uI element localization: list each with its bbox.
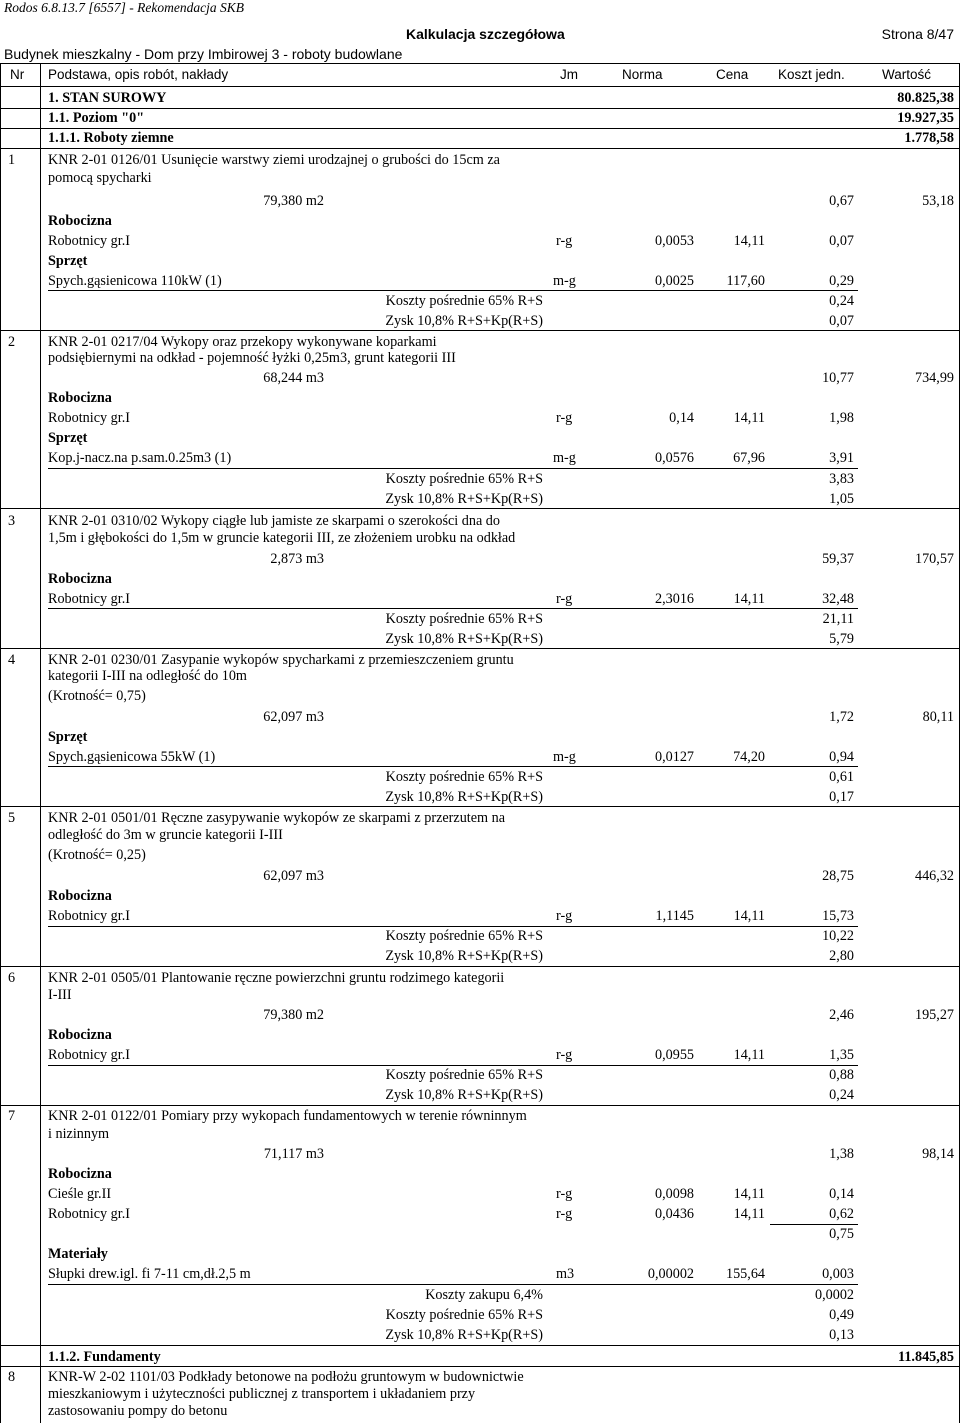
robocizna-label: Robocizna [48,571,112,587]
document-title: Kalkulacja szczegółowa [406,26,565,42]
col-jm: Jm [560,67,578,82]
resource-cena: 155,64 [725,1266,765,1282]
section-fundamenty-value: 11.845,85 [898,1349,954,1365]
resource-name: Robotnicy gr.I [48,233,130,249]
resource-unit: r-g [556,1206,573,1222]
col-cena: Cena [716,67,749,82]
resource-koszt: 0,29 [829,273,854,289]
page-number: Strona 8/47 [881,26,954,42]
item-quantity: 62,097 m3 [263,709,324,725]
resource-norma: 0,0127 [654,749,694,765]
divider [48,608,858,609]
section-stan-surowy: 1. STAN SUROWY [48,90,167,106]
divider [0,128,960,129]
robocizna-label: Robocizna [48,1027,112,1043]
grid-left [0,63,1,1423]
koszty-posrednie-value: 3,83 [829,471,854,487]
resource-name: Robotnicy gr.I [48,410,130,426]
robocizna-label: Robocizna [48,888,112,904]
divider [48,926,858,927]
item-unit-cost: 28,75 [822,868,854,884]
header-bottom-line [0,86,960,87]
item-desc: KNR-W 2-02 1101/03 Podkłady betonowe na podłożu gruntowym w budownictwie [48,1369,524,1385]
robocizna-sum: 0,75 [829,1226,854,1242]
resource-koszt: 15,73 [822,908,854,924]
item-nr: 3 [8,513,16,529]
koszty-posrednie-label: Koszty pośrednie 65% R+S [385,928,543,944]
item-desc: KNR 2-01 0505/01 Plantowanie ręczne powierzchni gruntu rodzimego kategorii [48,970,505,986]
resource-unit: m-g [553,450,576,466]
section-poziom-0: 1.1. Poziom "0" [48,110,145,126]
zysk-label: Zysk 10,8% R+S+Kp(R+S) [385,789,543,805]
item-unit-cost: 0,67 [829,193,854,209]
resource-koszt: 1,98 [829,410,854,426]
item-value: 446,32 [914,868,954,884]
resource-cena: 117,60 [726,273,765,289]
resource-name: Spych.gąsienicowa 110kW (1) [48,273,222,289]
item-desc: pomocą spycharki [48,170,152,186]
resource-norma: 0,0576 [654,450,694,466]
zysk-value: 2,80 [829,948,854,964]
resource-name: Słupki drew.igl. fi 7-11 cm,dł.2,5 m [48,1266,251,1282]
resource-cena: 74,20 [733,749,765,765]
resource-name: Robotnicy gr.I [48,1047,130,1063]
robocizna-label: Robocizna [48,213,112,229]
resource-unit: r-g [556,908,573,924]
header-top-line [0,63,960,64]
resource-koszt: 32,48 [822,591,854,607]
program-name: Rodos 6.8.13.7 [6557] - Rekomendacja SKB [4,0,244,15]
divider [48,766,858,767]
item-desc: KNR 2-01 0310/02 Wykopy ciągłe lub jamiste ze skarpami o szerokości dna do [48,513,500,529]
koszty-zakupu-label: Koszty zakupu 6,4% [425,1287,543,1303]
sprzet-label: Sprzęt [48,253,88,269]
koszty-posrednie-value: 0,49 [829,1307,854,1323]
resource-norma: 0,14 [669,410,694,426]
item-quantity: 71,117 m3 [263,1146,324,1162]
item-desc: i nizinnym [48,1126,110,1142]
item-nr: 7 [8,1108,16,1124]
resource-norma: 0,0955 [654,1047,694,1063]
zysk-value: 0,07 [829,313,854,329]
zysk-value: 1,05 [829,491,854,507]
item-quantity: 79,380 m2 [263,1007,324,1023]
resource-unit: r-g [556,1186,573,1202]
item-desc: KNR 2-01 0501/01 Ręczne zasypywanie wykopów ze skarpami z przerzutem na [48,810,505,826]
project-name: Budynek mieszkalny - Dom przy Imbirowej 3 - roboty budowlane [4,46,403,62]
col-koszt: Koszt jedn. [778,67,845,82]
koszty-posrednie-value: 10,22 [822,928,854,944]
item-value: 170,57 [914,551,954,567]
koszty-posrednie-label: Koszty pośrednie 65% R+S [385,471,543,487]
divider [0,1366,960,1367]
item-desc: KNR 2-01 0217/04 Wykopy oraz przekopy wykonywane koparkami [48,334,437,350]
item-nr: 4 [8,652,16,668]
resource-koszt: 0,94 [829,749,854,765]
resource-cena: 14,11 [733,1186,765,1202]
divider [0,108,960,109]
item-desc: KNR 2-01 0230/01 Zasypanie wykopów spycharkami z przemieszczeniem gruntu [48,652,514,668]
resource-name: Robotnicy gr.I [48,591,130,607]
divider [0,148,960,149]
item-value: 98,14 [922,1146,954,1162]
koszty-posrednie-label: Koszty pośrednie 65% R+S [385,611,543,627]
divider [0,806,960,807]
zysk-label: Zysk 10,8% R+S+Kp(R+S) [385,313,543,329]
koszty-posrednie-value: 0,24 [829,293,854,309]
item-value: 80,11 [922,709,954,725]
item-unit-cost: 2,46 [829,1007,854,1023]
section-poziom-0-value: 19.927,35 [897,110,954,126]
koszty-posrednie-value: 0,88 [829,1067,854,1083]
item-nr: 1 [8,152,16,168]
col-wartosc: Wartość [882,67,932,82]
item-desc: 1,5m i głębokości do 1,5m w gruncie kategorii III, ze złożeniem urobku na odkład [48,530,516,546]
item-krotnosc: (Krotność= 0,25) [48,847,146,863]
item-desc: I-III [48,987,72,1003]
resource-unit: r-g [556,1047,573,1063]
resource-cena: 14,11 [733,1206,765,1222]
resource-unit: r-g [556,410,573,426]
section-roboty-ziemne-value: 1.778,58 [904,130,954,146]
resource-unit: m-g [553,273,576,289]
item-quantity: 2,873 m3 [270,551,324,567]
resource-unit: m-g [553,749,576,765]
item-value: 53,18 [922,193,954,209]
item-desc: podsiębiernymi na odkład - pojemność łyżki 0,25m3, grunt kategorii III [48,350,456,366]
divider [48,1284,858,1285]
divider [0,1345,960,1346]
zysk-value: 0,13 [829,1327,854,1343]
resource-norma: 0,0098 [654,1186,694,1202]
grid-nr [40,63,41,1423]
item-value: 195,27 [914,1007,954,1023]
koszty-zakupu-value: 0,0002 [814,1287,854,1303]
resource-koszt: 0,003 [822,1266,854,1282]
item-desc: kategorii I-III na odległość do 10m [48,668,247,684]
zysk-value: 0,17 [829,789,854,805]
resource-koszt: 0,14 [829,1186,854,1202]
item-quantity: 68,244 m3 [263,370,324,386]
item-unit-cost: 1,38 [829,1146,854,1162]
divider [0,330,960,331]
item-value: 734,99 [914,370,954,386]
col-nr: Nr [10,67,25,82]
koszty-posrednie-value: 0,61 [829,769,854,785]
resource-cena: 67,96 [733,450,765,466]
resource-unit: r-g [556,591,573,607]
divider [0,1105,960,1106]
resource-name: Spych.gąsienicowa 55kW (1) [48,749,216,765]
item-nr: 5 [8,810,16,826]
resource-norma: 0,0436 [654,1206,694,1222]
koszty-posrednie-label: Koszty pośrednie 65% R+S [385,769,543,785]
divider [0,648,960,649]
item-desc: KNR 2-01 0126/01 Usunięcie warstwy ziemi urodzajnej o grubości do 15cm za [48,152,500,168]
resource-name: Cieśle gr.II [48,1186,112,1202]
zysk-label: Zysk 10,8% R+S+Kp(R+S) [385,1087,543,1103]
section-stan-surowy-value: 80.825,38 [897,90,954,106]
robocizna-label: Robocizna [48,1166,112,1182]
item-unit-cost: 1,72 [829,709,854,725]
resource-norma: 0,00002 [647,1266,694,1282]
resource-koszt: 1,35 [829,1047,854,1063]
divider [0,508,960,509]
resource-norma: 1,1145 [655,908,694,924]
resource-norma: 0,0025 [654,273,694,289]
zysk-label: Zysk 10,8% R+S+Kp(R+S) [385,948,543,964]
item-nr: 2 [8,334,16,350]
resource-cena: 14,11 [733,233,765,249]
item-quantity: 79,380 m2 [263,193,324,209]
materialy-label: Materiały [48,1246,108,1262]
resource-name: Kop.j-nacz.na p.sam.0.25m3 (1) [48,450,232,466]
zysk-label: Zysk 10,8% R+S+Kp(R+S) [385,1327,543,1343]
resource-unit: r-g [556,233,573,249]
divider [48,468,858,469]
koszty-posrednie-value: 21,11 [822,611,854,627]
zysk-value: 5,79 [829,631,854,647]
resource-name: Robotnicy gr.I [48,1206,130,1222]
zysk-value: 0,24 [829,1087,854,1103]
divider [48,290,858,291]
resource-koszt: 3,91 [829,450,854,466]
col-norma: Norma [622,67,663,82]
item-desc: zastosowaniu pompy do betonu [48,1403,228,1419]
divider [0,966,960,967]
resource-koszt: 0,62 [829,1206,854,1222]
item-desc: odległość do 3m w gruncie kategorii I-III [48,827,283,843]
item-unit-cost: 10,77 [822,370,854,386]
resource-unit: m3 [556,1266,575,1282]
resource-koszt: 0,07 [829,233,854,249]
resource-cena: 14,11 [733,591,765,607]
zysk-label: Zysk 10,8% R+S+Kp(R+S) [385,491,543,507]
sprzet-label: Sprzęt [48,430,88,446]
resource-norma: 2,3016 [654,591,694,607]
item-nr: 6 [8,970,16,986]
section-roboty-ziemne: 1.1.1. Roboty ziemne [48,130,174,146]
resource-cena: 14,11 [733,1047,765,1063]
item-nr: 8 [8,1369,16,1385]
item-quantity: 62,097 m3 [263,868,324,884]
item-desc: mieszkaniowym i użyteczności publicznej z transportem i układaniem przy [48,1386,476,1402]
koszty-posrednie-label: Koszty pośrednie 65% R+S [385,1307,543,1323]
robocizna-label: Robocizna [48,390,112,406]
resource-name: Robotnicy gr.I [48,908,130,924]
resource-cena: 14,11 [733,908,765,924]
item-krotnosc: (Krotność= 0,75) [48,688,146,704]
sprzet-label: Sprzęt [48,729,88,745]
col-opis: Podstawa, opis robót, nakłady [48,67,229,82]
item-unit-cost: 59,37 [822,551,854,567]
resource-cena: 14,11 [733,410,765,426]
section-fundamenty: 1.1.2. Fundamenty [48,1349,161,1365]
zysk-label: Zysk 10,8% R+S+Kp(R+S) [385,631,543,647]
resource-norma: 0,0053 [654,233,694,249]
divider [770,1224,858,1225]
divider [48,1065,858,1066]
koszty-posrednie-label: Koszty pośrednie 65% R+S [385,1067,543,1083]
item-desc: KNR 2-01 0122/01 Pomiary przy wykopach fundamentowych w terenie równinnym [48,1108,527,1124]
koszty-posrednie-label: Koszty pośrednie 65% R+S [385,293,543,309]
